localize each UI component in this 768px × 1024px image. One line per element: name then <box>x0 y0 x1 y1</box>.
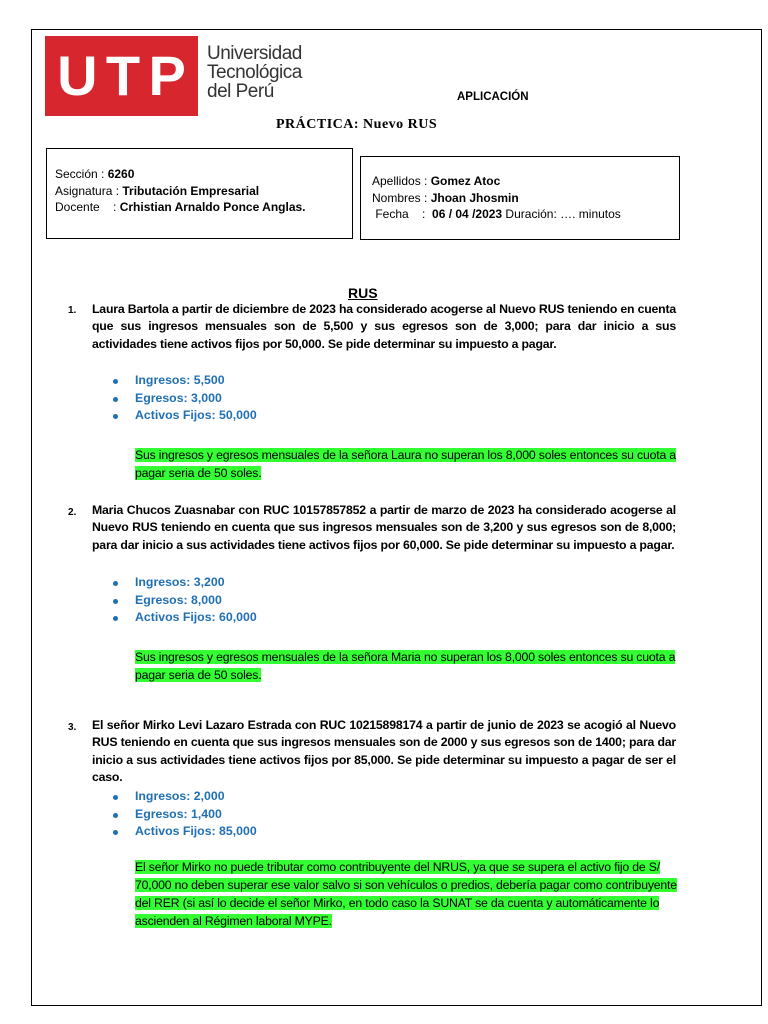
bullet-dot-icon <box>113 795 118 800</box>
bullet-item <box>113 823 257 841</box>
answer-highlight <box>135 858 677 930</box>
duracion-text: Duración: …. minutos <box>502 207 621 221</box>
seccion-label: Sección : <box>55 167 108 181</box>
docente-value: Crhistian Arnaldo Ponce Anglas. <box>119 200 306 214</box>
fecha-row <box>372 206 679 223</box>
bullet-dot-icon <box>113 397 118 402</box>
nombres-value: Jhoan Jhosmin <box>430 190 519 205</box>
bullet-text: Egresos: 8,000 <box>135 592 222 607</box>
utp-logo <box>45 36 198 116</box>
bullet-dot-icon <box>113 813 118 818</box>
answer-highlight <box>135 446 677 482</box>
section-title: RUS <box>348 285 378 301</box>
bullet-item <box>113 788 257 806</box>
bullet-dot-icon <box>113 581 118 586</box>
bullet-dot-icon <box>113 414 118 419</box>
bullet-item <box>113 609 257 627</box>
bullet-text: Activos Fijos: 85,000 <box>135 824 257 839</box>
question-text: Maria Chucos Zuasnabar con RUC 10157857852 a partir de marzo de 2023 ha considerado acogerse al Nuevo RUS teniendo en cuenta que sus ingresos mensuales son de 3,200 y sus egresos son de 8,000; para dar inicio a sus actividades tiene activos fijos por 60,000. Se pide determinar su impuesto a pagar. <box>92 503 676 552</box>
course-info-box <box>46 148 353 239</box>
asignatura-row <box>55 183 352 200</box>
bullet-item <box>113 592 257 610</box>
logo-letter-t: T <box>105 44 141 107</box>
university-name <box>207 44 302 101</box>
fecha-label: Fecha : <box>372 207 433 221</box>
nombres-label: Nombres : <box>372 190 431 205</box>
student-info-box <box>360 156 680 240</box>
apellidos-value: Gomez Atoc <box>430 174 501 188</box>
seccion-row <box>55 166 352 183</box>
bullet-text: Ingresos: 5,500 <box>135 373 225 387</box>
asignatura-value: Tributación Empresarial <box>122 183 260 198</box>
bullet-text: Ingresos: 3,200 <box>135 575 225 589</box>
bullet-item <box>113 806 257 824</box>
docente-label: Docente : <box>55 200 120 214</box>
answer-text: Sus ingresos y egresos mensuales de la señora Laura no superan los 8,000 soles entonces su cuota a pagar seria de 50 soles. <box>135 448 676 480</box>
question-text: Laura Bartola a partir de diciembre de 2023 ha considerado acogerse al Nuevo RUS teniendo en cuenta que sus ingresos mensuales son de 5,500 y sus egresos son de 3,000; para dar inicio a sus actividades tiene activos fijos por 50,000. Se pide determinar su impuesto a pagar. <box>92 302 676 351</box>
question-bullets <box>113 372 257 425</box>
answer-highlight <box>135 648 677 684</box>
university-line: Tecnológica <box>207 62 302 83</box>
nombres-row <box>372 190 679 207</box>
bullet-dot-icon <box>113 379 118 384</box>
fecha-value: 06 / 04 /2023 <box>432 207 503 221</box>
university-line: del Perú <box>207 81 274 102</box>
bullet-item <box>113 574 257 592</box>
question-bullets <box>113 788 257 841</box>
asignatura-label: Asignatura : <box>55 183 123 198</box>
practica-title: PRÁCTICA: Nuevo RUS <box>276 117 438 132</box>
question-bullets <box>113 574 257 627</box>
bullet-text: Ingresos: 2,000 <box>135 789 225 803</box>
university-line: Universidad <box>207 43 302 64</box>
bullet-text: Activos Fijos: 60,000 <box>135 610 257 625</box>
bullet-dot-icon <box>113 830 118 835</box>
aplicacion-label: APLICACIÓN <box>457 91 529 103</box>
bullet-text: Egresos: 1,400 <box>135 806 222 821</box>
docente-row <box>55 199 352 216</box>
question-number: 2. <box>68 507 77 518</box>
answer-text: Sus ingresos y egresos mensuales de la señora Maria no superan los 8,000 soles entonces su cuota a pagar seria de 50 soles. <box>135 650 676 682</box>
bullet-item <box>113 390 257 408</box>
bullet-item <box>113 372 257 390</box>
bullet-dot-icon <box>113 616 118 621</box>
question-text: El señor Mirko Levi Lazaro Estrada con RUC 10215898174 a partir de junio de 2023 se acogió al Nuevo RUS teniendo en cuenta que sus ingresos mensuales son de 2000 y sus egresos son de 1400; para dar inicio a sus actividades tiene activos fijos por 85,000. Se pide determinar su impuesto a pagar de ser el caso. <box>92 718 676 785</box>
logo-letter-p: P <box>148 44 186 107</box>
apellidos-label: Apellidos : <box>372 174 431 188</box>
answer-text: El señor Mirko no puede tributar como contribuyente del NRUS, ya que se supera el activo fijo de S/ 70,000 no deben superar ese valor salvo si son vehículos o predios, debería pagar como contribuyente del RER (si así lo decide el señor Mirko, en todo caso la SUNAT se da cuenta y automáticamente lo ascienden al Régimen laboral MYPE. <box>135 860 677 928</box>
bullet-text: Activos Fijos: 50,000 <box>135 408 257 423</box>
seccion-value: 6260 <box>107 167 135 181</box>
bullet-dot-icon <box>113 599 118 604</box>
apellidos-row <box>372 173 679 190</box>
logo-letter-u: U <box>57 44 98 107</box>
bullet-item <box>113 407 257 425</box>
bullet-text: Egresos: 3,000 <box>135 390 222 405</box>
question-number: 3. <box>68 722 77 733</box>
question-number: 1. <box>68 305 77 316</box>
